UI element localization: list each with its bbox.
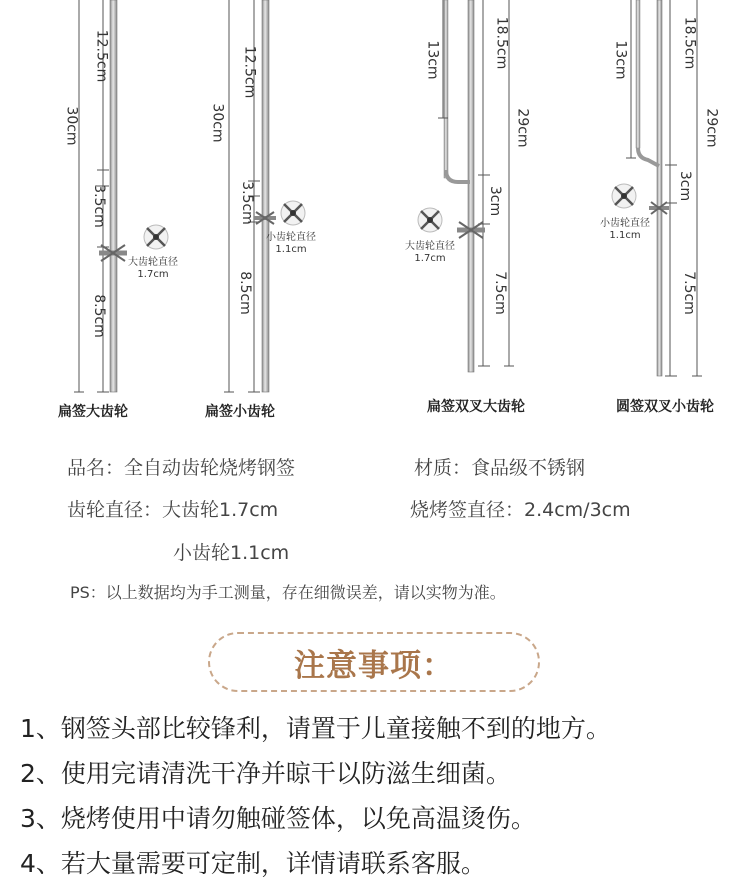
dimension-label: 3.5cm	[238, 181, 255, 225]
spec-gear-diameter-small: 小齿轮1.1cm	[173, 542, 290, 564]
dimension-label: 13cm	[424, 40, 441, 80]
product-caption: 圆签双叉小齿轮	[616, 399, 714, 415]
notice-title: 注意事项：	[294, 647, 454, 684]
product-1-skewer	[74, 0, 168, 392]
dimension-label: 29cm	[703, 108, 720, 148]
gear-diameter-label: 小齿轮直径 1.1cm	[266, 232, 316, 255]
gear-closeup-icon	[281, 201, 305, 225]
notice-item: 2、使用完请清洗干净并晾干以防滋生细菌。	[20, 759, 511, 788]
spec-gear-diameter: 齿轮直径：大齿轮1.7cm	[67, 499, 279, 521]
product-2-skewer	[224, 0, 305, 392]
gear-closeup-icon	[144, 225, 168, 249]
notice-item: 3、烧烤使用中请勿触碰签体，以免高温烫伤。	[20, 804, 536, 833]
spec-material: 材质：食品级不锈钢	[414, 457, 586, 479]
dimension-label: 8.5cm	[90, 294, 107, 338]
dimension-label: 7.5cm	[491, 271, 508, 315]
gear-diameter-label: 小齿轮直径 1.1cm	[600, 218, 650, 241]
spec-product-name: 品名：全自动齿轮烧烤钢签	[67, 457, 296, 479]
skewer-diagram	[0, 0, 750, 430]
spec-skewer-diameter: 烧烤签直径：2.4cm/3cm	[410, 499, 631, 521]
notice-item: 1、钢签头部比较锋利，请置于儿童接触不到的地方。	[20, 714, 611, 743]
dimension-label: 3cm	[677, 170, 694, 202]
dimension-label: 18.5cm	[493, 16, 510, 70]
gear-closeup-icon	[418, 208, 442, 232]
gear-closeup-icon	[612, 184, 636, 208]
dimension-label: 13cm	[612, 40, 629, 80]
gear-diameter-label: 大齿轮直径 1.7cm	[405, 241, 455, 264]
dimension-label: 12.5cm	[93, 29, 110, 83]
ps-note: PS：以上数据均为手工测量，存在细微误差，请以实物为准。	[70, 583, 506, 602]
dimension-label: 18.5cm	[681, 16, 698, 70]
dimension-label: 30cm	[63, 106, 80, 146]
dimension-label: 12.5cm	[241, 45, 258, 99]
dimension-label: 29cm	[514, 108, 531, 148]
product-caption: 扁签大齿轮	[58, 404, 128, 420]
notice-item: 4、若大量需要可定制，详情请联系客服。	[20, 849, 486, 878]
gear-diameter-label: 大齿轮直径 1.7cm	[128, 257, 178, 280]
dimension-label: 30cm	[209, 103, 226, 143]
dimension-label: 3cm	[487, 185, 504, 217]
skewer-drawings	[0, 0, 750, 430]
dimension-label: 8.5cm	[236, 271, 253, 315]
dimension-label: 3.5cm	[90, 184, 107, 228]
notice-badge	[208, 632, 540, 692]
dimension-label: 7.5cm	[680, 271, 697, 315]
product-caption: 扁签双叉大齿轮	[427, 399, 525, 415]
product-caption: 扁签小齿轮	[205, 404, 275, 420]
